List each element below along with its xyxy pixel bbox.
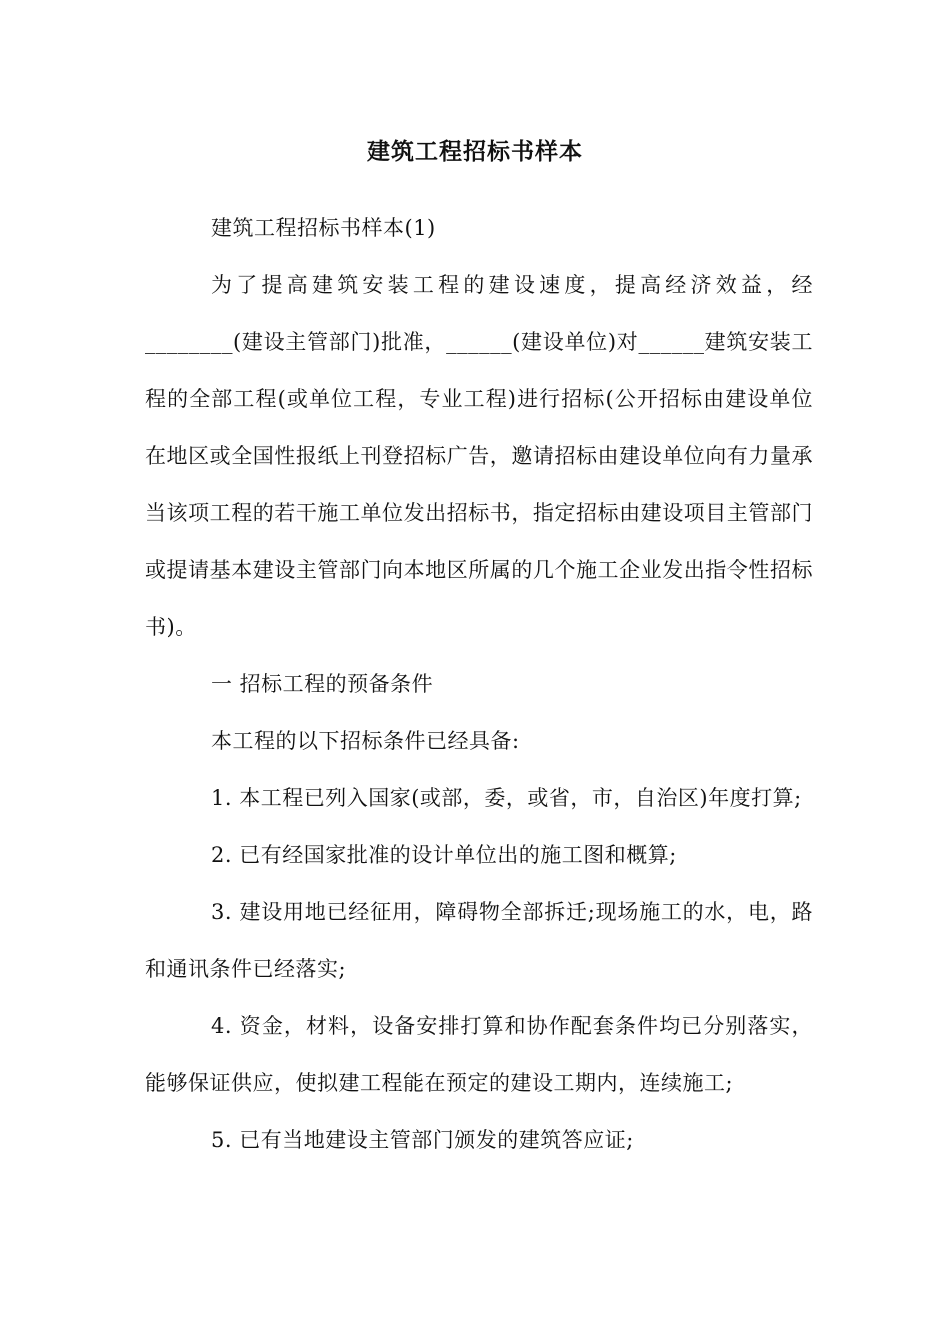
condition-item-4: 4. 资金，材料，设备安排打算和协作配套条件均已分别落实，能够保证供应，使拟建工程能在预定的建设工期内，连续施工; <box>145 1014 813 1095</box>
subtitle-paragraph: 建筑工程招标书样本(1) <box>211 216 436 240</box>
condition-item-2: 2. 已有经国家批准的设计单位出的施工图和概算; <box>211 843 677 867</box>
condition-item-3: 3. 建设用地已经征用，障碍物全部拆迁;现场施工的水，电，路和通讯条件已经落实; <box>145 900 813 981</box>
document-body <box>145 200 813 1169</box>
intro-paragraph: 为了提高建筑安装工程的建设速度，提高经济效益，经________(建设主管部门)批准，______(建设单位)对______建筑安装工程的全部工程(或单位工程，专业工程)进行招标(公开招标由建设单位在地区或全国性报纸上刊登招标广告，邀请招标由建设单位向有力量承当该项工程的若干施工单位发出招标书，指定招标由建设项目主管部门或提请基本建设主管部门向本地区所属的几个施工企业发出指令性招标书)。 <box>145 273 813 639</box>
condition-item-5: 5. 已有当地建设主管部门颁发的建筑答应证; <box>211 1128 634 1152</box>
document-title: 建筑工程招标书样本 <box>367 138 583 165</box>
section-heading: 一 招标工程的预备条件 <box>211 672 434 696</box>
condition-item-1: 1. 本工程已列入国家(或部，委，或省，市，自治区)年度打算; <box>211 786 802 810</box>
conditions-intro: 本工程的以下招标条件已经具备: <box>211 729 520 753</box>
